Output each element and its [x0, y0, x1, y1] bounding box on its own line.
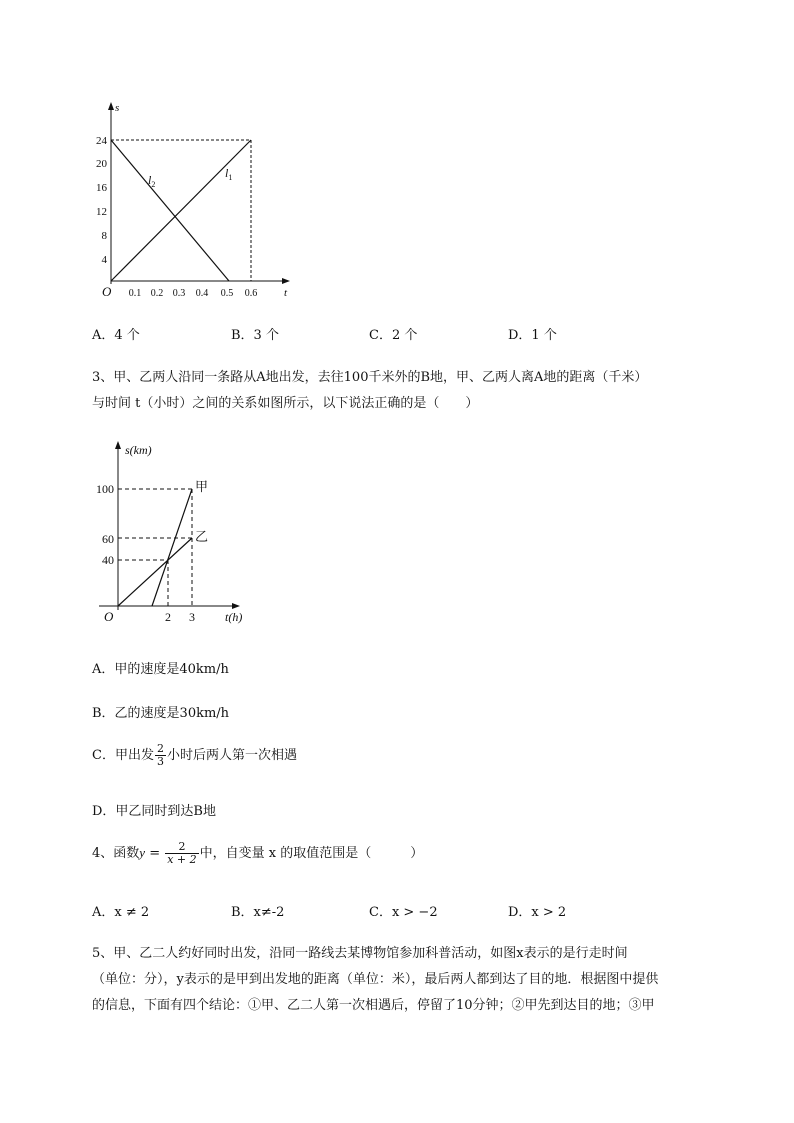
graph1-x-tick: 0.6 — [244, 288, 258, 299]
fraction-numerator: 2 — [156, 742, 164, 755]
q2-option-b[interactable]: B．3 个 — [231, 328, 279, 343]
graph2-y-tick: 40 — [102, 553, 114, 567]
graph1-axis-t-label: t — [284, 287, 288, 299]
graph1-y-ticks — [96, 135, 108, 266]
graph1-label-l1: $l_1$ — [225, 166, 233, 182]
q4-prefix: 4、函数 — [92, 846, 140, 861]
graph1-x-tick: 0.1 — [128, 288, 142, 299]
graph1-y-tick: 24 — [96, 135, 107, 147]
graph1-y-tick: 20 — [96, 158, 107, 170]
graph1-y-tick: 8 — [101, 230, 107, 242]
q5-line-1: 5、甲、乙二人约好同时出发，沿同一路线去某博物馆参加科普活动，如图x表示的是行走时间 — [92, 946, 628, 961]
q4-option-d[interactable]: D．x > 2 — [508, 905, 567, 920]
q3-option-d[interactable]: D．甲乙同时到达B地 — [92, 804, 216, 819]
q4-option-b[interactable]: B．x≠-2 — [231, 905, 285, 920]
fraction-denominator: x + 2 — [167, 853, 197, 866]
graph1-label-l2: $l_2$ — [148, 173, 156, 189]
graph-2 — [95, 438, 260, 633]
q4-stem — [92, 841, 423, 866]
graph1-x-tick: 0.3 — [172, 288, 186, 299]
graph2-label-yi: 乙 — [195, 529, 209, 544]
graph1-y-tick: 4 — [101, 254, 107, 266]
q2-options — [92, 324, 732, 344]
q3-option-c[interactable] — [92, 743, 297, 768]
graph2-x-tick: 2 — [165, 610, 171, 624]
graph2-y-tick: 60 — [102, 532, 114, 546]
q4-options — [92, 901, 732, 921]
graph1-y-tick: 12 — [96, 206, 107, 218]
q4-option-a[interactable]: A．x ≠ 2 — [92, 905, 150, 920]
graph2-y-tick: 100 — [96, 482, 114, 496]
graph1-x-tick: 0.4 — [195, 288, 209, 299]
q2-option-d[interactable]: D．1 个 — [508, 328, 557, 343]
q3-line-2: 与时间 t（小时）之间的关系如图所示，以下说法正确的是（ ） — [92, 396, 479, 411]
graph2-axis-t-label: t(h) — [225, 610, 243, 624]
graph2-line-jia — [152, 489, 192, 606]
q4-fraction — [165, 841, 198, 866]
graph1-line-l2 — [111, 140, 229, 281]
q3-option-c-fraction — [155, 743, 166, 768]
graph2-origin-label: O — [104, 609, 114, 624]
fraction-numerator: 2 — [165, 841, 198, 854]
q2-option-c[interactable]: C．2 个 — [369, 328, 418, 343]
graph1-x-arrow — [282, 278, 290, 284]
graph2-axis-s-label: s(km) — [125, 443, 152, 457]
graph1-origin-label: O — [102, 284, 112, 299]
q3-option-b[interactable]: B．乙的速度是30km/h — [92, 706, 230, 721]
q3-option-c-suffix: 小时后两人第一次相遇 — [166, 748, 297, 763]
graph-1 — [90, 98, 310, 308]
graph2-x-tick: 3 — [189, 610, 195, 624]
graph2-y-arrow — [115, 441, 121, 449]
q3-option-a[interactable]: A．甲的速度是40km/h — [92, 662, 229, 677]
q5-line-2: （单位：分），y表示的是甲到出发地的距离（单位：米），最后两人都到达了目的地．根据图中提供 — [92, 972, 659, 987]
graph1-y-arrow — [108, 102, 114, 110]
q4-suffix: 中，自变量 x 的取值范围是（ ） — [199, 846, 424, 861]
graph1-x-tick: 0.5 — [220, 288, 234, 299]
q4-y-var: y — [139, 845, 146, 860]
graph1-y-tick: 16 — [96, 182, 107, 194]
graph1-x-tick: 0.2 — [150, 288, 164, 299]
graph2-label-jia: 甲 — [195, 479, 209, 494]
graph1-line-l1 — [111, 140, 251, 281]
q3-option-c-prefix: C．甲出发 — [92, 748, 154, 763]
graph1-axis-s-label: s — [115, 102, 120, 114]
graph2-x-arrow — [232, 603, 240, 609]
q2-option-a[interactable]: A．4 个 — [92, 328, 140, 343]
q3-line-1: 3、甲、乙两人沿同一条路从A地出发，去往100千米外的B地，甲、乙两人离A地的距离（千米） — [92, 370, 648, 385]
fraction-denominator: 3 — [156, 755, 164, 768]
q4-equals: = — [145, 846, 165, 861]
graph1-x-ticks — [129, 288, 258, 299]
q4-option-c[interactable]: C．x > −2 — [369, 905, 438, 920]
q5-line-3: 的信息，下面有四个结论：①甲、乙二人第一次相遇后，停留了10分钟；②甲先到达目的地；③甲 — [92, 998, 655, 1013]
